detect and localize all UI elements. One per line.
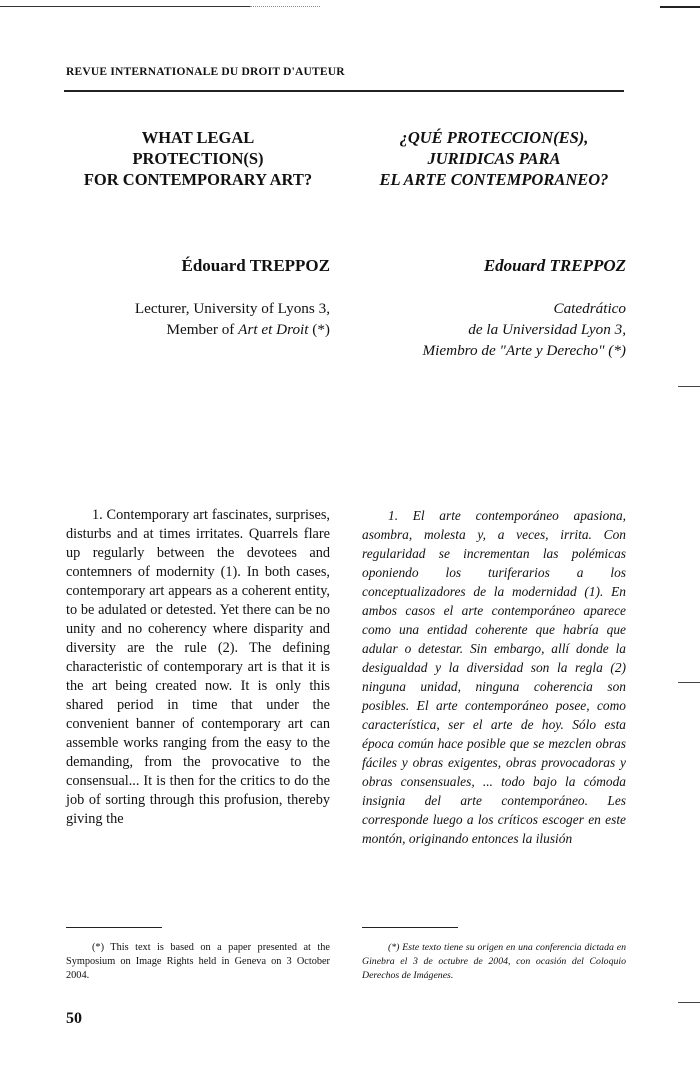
title-line: WHAT LEGAL (141, 128, 255, 147)
affiliation-line: Miembro de "Arte y Derecho" (*) (422, 342, 626, 359)
author-name-en: Édouard TREPPOZ (181, 256, 330, 275)
scan-side-mark (678, 1002, 700, 1003)
article-title-en (66, 127, 330, 190)
body-paragraph-en: 1. Contemporary art fascinates, surprises, disturbs and at times irritates. Quarrels flare up regularly between the devotees and contemners of modernity (1). In both cases, contemporary art appears as a coherent entity, to be adulated or detested. Yet there can be no unity and no coherency where disparity and diversity are the rule (2). The defining characteristic of contemporary art is that it is the art being created now. It is only this shared period in time that under the convenient banner of contemporary art can assemble works ranging from the easy to the demanding, from the provocative to the consensual... It is then for the critics to do the job of sorting through this profusion, thereby giving the (66, 507, 330, 827)
title-line: FOR CONTEMPORARY ART? (83, 170, 313, 189)
affiliation-line: Member of Art et Droit (*) (166, 321, 330, 338)
running-header: REVUE INTERNATIONALE DU DROIT D'AUTEUR (66, 66, 345, 78)
scan-top-dots (250, 6, 320, 7)
footnote-rule (362, 927, 458, 928)
scan-side-mark (678, 682, 700, 683)
title-line: EL ARTE CONTEMPORANEO? (379, 170, 609, 189)
page-number: 50 (66, 1010, 82, 1027)
title-line: PROTECTION(S) (132, 149, 264, 168)
author-name-es: Edouard TREPPOZ (483, 256, 626, 275)
title-line: ¿QUÉ PROTECCION(ES), (399, 128, 589, 147)
article-title-es (362, 127, 626, 190)
scan-corner-mark (660, 6, 700, 8)
affiliation-es (362, 298, 626, 361)
footnote-es: (*) Este texto tiene su origen en una conferencia dictada en Ginebra el 3 de octubre de 2004, con ocasión del Coloquio Derechos de Imágenes. (362, 942, 626, 981)
affiliation-line: Catedrático (553, 300, 626, 317)
affiliation-line: de la Universidad Lyon 3, (468, 321, 626, 338)
footnote-rule (66, 927, 162, 928)
footnote-en: (*) This text is based on a paper presented at the Symposium on Image Rights held in Geneva on 3 October 2004. (66, 942, 330, 981)
body-paragraph-es: 1. El arte contemporáneo apasiona, asombra, molesta y, a veces, irrita. Con regularidad se incrementan las polémicas oponiendo los turiferarios a los conceptualizadores de la modernidad (1). En ambos casos el arte contemporáneo aparece como una entidad coherente que habría que adular o detestar. Sin embargo, allí donde la desigualdad y la diversidad son la regla (2) ninguna unidad, ninguna coherencia son posibles. El arte contemporáneo posee, como característica, ser el arte de hoy. Sólo esta época común hace posible que se mezclen obras fáciles y obras exigentes, obras provocadoras y obras consensuales, ... todo bajo la cómoda insignia del arte contemporáneo. Les corresponde luego a los críticos escoger en este montón, originando entonces la ilusión (362, 508, 626, 846)
scan-side-mark (678, 386, 700, 387)
affiliation-line: Lecturer, University of Lyons 3, (134, 300, 330, 317)
scan-top-rule (0, 6, 250, 7)
title-line: JURIDICAS PARA (427, 149, 561, 168)
affiliation-en (66, 298, 330, 340)
header-rule (64, 90, 624, 92)
